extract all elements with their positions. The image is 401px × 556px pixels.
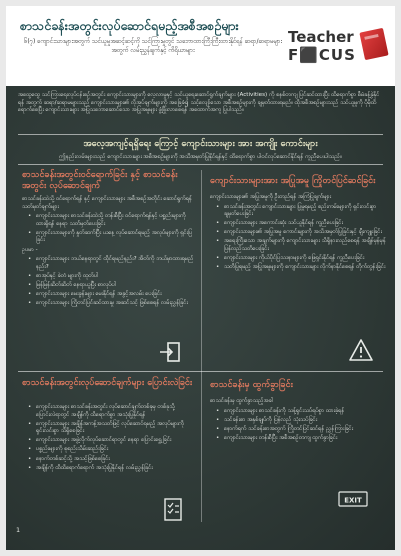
purpose-text: ဤနည်းလမ်းများသည် ကျောင်းသားများ အစီအစဉ်များကို အသိအမှတ်ပြုနိုင်ရန်နှင့် ထိရောက်စွာ ပါဝင်လုပ်ဆောင်နိုင်ရန် ကူညီပေးပါသည်။ (59, 154, 342, 160)
list-item: • ကျောင်းသားများ စာသင်ခန်းအတွင်း လုပ်ဆောင်ချက်တစ်ခုမှ တစ်ခုသို့ ပြောင်းလဲရာတွင် အချိန်ကို ထိရောက်စွာ အသုံးပြုနိုင်ရန် (28, 404, 194, 419)
warning-icon (348, 338, 374, 362)
list-item: • နောက်ရက် သင်ခန်းစာအတွက် ကြိုတင်ပြင်ဆင်ရန် ညွှန်ကြားခြင်း (216, 426, 386, 434)
checklist-icon (162, 496, 184, 522)
list-item: • ကျောင်းသားများ ကိုယ်ပိုင်ပြဿနာများကို ဖြေရှင်းနိုင်ရန် ကူညီပေးခြင်း (216, 255, 386, 263)
list-item: • စာသင်ခန်းအတွင်း ကျောင်းသားများ ပြုမူရမည့် စည်းကမ်းများကို ရှင်းလင်းစွာ ချမှတ်ပေးခြင်း (216, 204, 386, 219)
bullet-list (22, 404, 194, 472)
bullet-list (210, 204, 386, 272)
example-label: ဥပမာ - (22, 246, 38, 253)
list-item: • ကျောင်းသားများ မေးခွန်းများ မေးနိုင်ရန် အခွင့်အလမ်း ပေးခြင်း (28, 291, 194, 299)
document-page (6, 6, 395, 550)
section-body-transition (22, 404, 194, 474)
list-item: • ကျောင်းသားများ ကြိုတင်ပြင်ဆင်ထားမှု အဆင်သင့် ဖြစ်စေရန် လမ်းညွှန်ခြင်း (28, 300, 194, 308)
list-item: • ကျောင်းသားများ တန်းစီပြီး အစီအစဉ်တကျ ထွက်ခွာခြင်း (216, 435, 386, 443)
intro-paragraph: အထွေထွေ သင်ကြားရေးလုပ်ငန်းစဉ်အတွင်း ကျောင်းသားများကို လေ့လာမှုနှင့် သင်ယူရေးဆောင်ရွက်ချက်များ (Activities) ကို စနစ်တကျ ပြင်ဆင်ထားပြီး ထိရောက်စွာ စီမံခန့်ခွဲနိုင်ရန် အတွက် ဆရာ/ဆရာမများသည် ကျောင်းသားများ၏ လိုအပ်ချက်များကို အခြေခံ၍ သင့်လျော်သော အစီအစဉ်များကို ချမှတ်ထားရမည်။ ထိုအစီအစဉ်များသည် သင်ယူမှုကို ပိုမိုထိရောက်စေပြီး ကျောင်းသားများ အပြုသဘောဆောင်သော အပြုအမူများ ဖွံ့ဖြိုးလာစေရန် အထောက်အကူ ပြုပါသည်။ (18, 92, 380, 113)
section-title-entry: စာသင်ခန်းအတွင်းဝင်ရောက်ခြင်း နှင့် စာသင်ခန်းအတွင်း လုပ်ဆောင်ချက် (22, 170, 178, 191)
logo-cube-icon (359, 28, 388, 60)
exit-sign-icon (338, 490, 368, 508)
list-item: • နောက်တစ်ဆင့်သို့ အသင့်ဖြစ်စေခြင်း (28, 456, 194, 464)
section-intro: ကျောင်းသားများ၏ အပြုအမူကို ဦးတည်ရန် အကြံပြုချက်များ (210, 194, 332, 200)
section-body-entry (22, 196, 194, 309)
list-item: • ကျောင်းသားများ အဖွဲ့လိုက်လုပ်ဆောင်ရာတွင် နေရာ ပြောင်းရွှေ့ခြင်း (28, 437, 194, 445)
column-divider (201, 170, 202, 522)
list-item: • အချိန်ကို ထိထိရောက်ရောက် အသုံးပြုနိုင်ရန် လမ်းညွှန်ခြင်း (28, 465, 194, 473)
section-intro: စာသင်ခန်းထဲသို့ ဝင်ရောက်ရန် နှင့် ကျောင်းသားများ အစီအစဉ်အတိုင်း ဆောင်ရွက်ရန် သတ်မှတ်ချက်များ (22, 196, 192, 210)
enter-door-icon (158, 340, 182, 364)
section-title-transition: စာသင်ခန်းအတွင်းလုပ်ဆောင်ချက်များ ပြောင်းလဲခြင်း (22, 378, 193, 388)
list-item: • ကျောင်းသားများ၏ အပြုအမူ ကောင်းများကို အသိအမှတ်ပြုခြင်းနှင့် ချီးကျူးခြင်း (216, 229, 386, 237)
list-item: • ကျောင်းသားများ စာသင်ခန်းကို သန့်ရှင်းသပ်ရပ်စွာ ထားခဲ့ရန် (216, 408, 386, 416)
list-item: • ကျောင်းသားများ အချိန်အကန့်အသတ်ဖြင့် လုပ်ဆောင်ရမည့် အလုပ်များကို ရှင်းလင်းစွာ သိရှိစေခြင်း (28, 421, 194, 436)
list-item: • ကျောင်းသားများ စာသင်ခန်းထဲသို့ တန်းစီပြီး ဝင်ရောက်ရန်နှင့် ပစ္စည်းများကို ထားရှိရန် နေရာ သတ်မှတ်ပေးခြင်း (28, 213, 194, 228)
logo-text-top: Teacher (288, 28, 354, 46)
section-body-behaviour (210, 194, 386, 273)
divider-line (18, 134, 383, 135)
list-item: • ကျောင်းသားများ ဘယ်နေရာတွင် ထိုင်ရမည်နည်း? အိတ်ကို ဘယ်မှာထားရမည်နည်း? (28, 256, 194, 271)
page-number: 1 (16, 526, 21, 534)
exit-sign-label: EXIT (344, 496, 362, 505)
header (6, 6, 395, 86)
list-item: • ပစ္စည်းများကို စုစည်းသိမ်းဆည်းခြင်း (28, 446, 194, 454)
divider-line (18, 371, 383, 372)
bullet-list (210, 408, 386, 443)
list-item: • မြန်မြန်ဆိတ်ဆိတ် နေရာယူပြီး စာလုပ်ပါ (28, 282, 194, 290)
section-intro: စာသင်ခန်းမှ ထွက်ခွာသည့်အခါ (210, 398, 273, 404)
bullet-list (22, 213, 194, 245)
list-item: • အရေးကြီးသော အချက်များကို ကျောင်းသားများ သိရှိနားလည်စေရန် အချိန်မှန်မှန် ပြန်လည်သတိပေးခြင်း (216, 238, 386, 253)
purpose-heading: အလေ့အကျင့်ရရှိရေး ကြောင့် ကျောင်းသားများ အား အကျိုး ကောင်းများ (83, 139, 318, 149)
list-item: • ကျောင်းသားများ အကောင်းဆုံး သင်ယူနိုင်ရန် ကူညီပေးခြင်း (216, 220, 386, 228)
list-item: • စာအုပ်နှင့် ခဲတံ များကို ထုတ်ပါ (28, 273, 194, 281)
list-item: • သင်ခန်းစာ အနှစ်ချုပ်ကို ပြန်လည် သုံးသပ်ခြင်း (216, 417, 386, 425)
page-subtitle: ၆(၇) ကျောင်းသားများအတွက် သင်ယူမှုအဆင့်ဆင့်ကို သင်ကြားမှုတွင် သဘောထားကြီးကြီးထားနိုင်ရန် ဆရာ/ဆရာမများအတွက် လမ်းညွှန်ချက်နှင့် ကိရိယာများ (23, 38, 283, 54)
list-item: • ကျောင်းသားများကို နှုတ်ဆက်ပြီး ယနေ့ လုပ်ဆောင်ရမည့် အလုပ်များကို ရှင်းပြခြင်း (28, 230, 194, 245)
teacher-focus-logo (288, 28, 388, 74)
chalkboard-panel (6, 86, 395, 550)
section-title-behaviour: ကျောင်းသားများအား အပြုအမူ ကြိုတင်ပြင်ဆင်ခြင်း (210, 176, 376, 186)
section-title-leave: စာသင်ခန်းမှ ထွက်ခွာခြင်း (210, 380, 293, 390)
list-item: • သတိပြုရမည့် အပြုအမူများကို ကျောင်းသားများ လိုက်နာနိုင်စေရန် တိုက်တွန်းခြင်း (216, 264, 386, 272)
logo-text-bottom: F⬛CUS (288, 46, 356, 64)
bullet-list (22, 256, 194, 308)
page-title: စာသင်ခန်းအတွင်းလုပ်ဆောင်ရမည့်အစီအစဉ်များ (20, 18, 239, 33)
divider-line (18, 164, 383, 165)
section-body-leave (210, 398, 386, 444)
